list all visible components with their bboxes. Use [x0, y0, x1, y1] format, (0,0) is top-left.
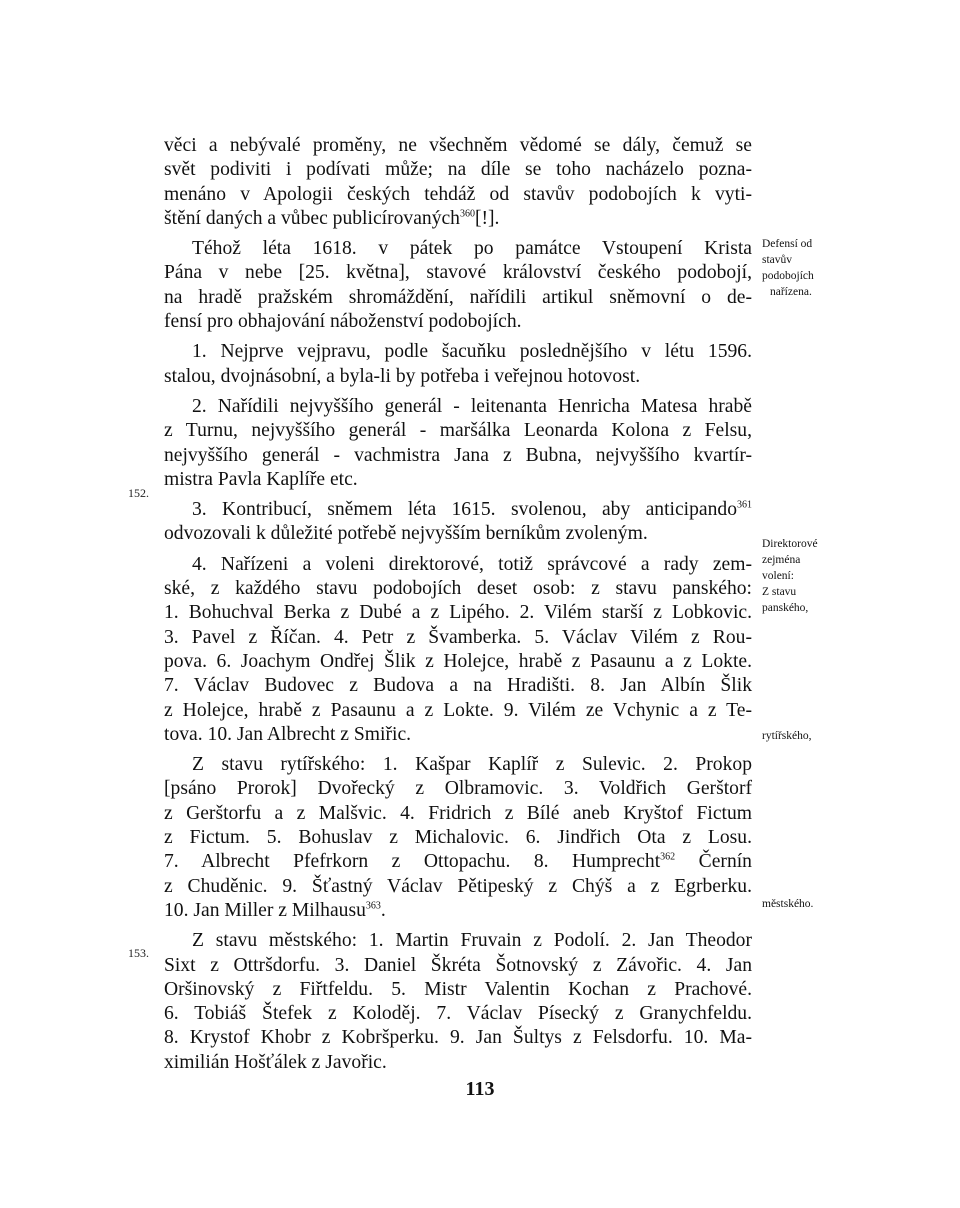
margin-note-line: volení: — [762, 570, 794, 582]
text-line: Sixt z Ottršdorfu. 3. Daniel Škréta Šotnovský z Závořic. 4. Jan — [164, 954, 752, 976]
text-line: mistra Pavla Kaplíře etc. — [164, 468, 358, 490]
text-line: z Gerštorfu a z Malšvic. 4. Fridrich z Bílé aneb Kryštof Fictum — [164, 802, 752, 824]
text-line — [164, 207, 752, 231]
text-line: Pána v nebe [25. května], stavové království českého podobojí, — [164, 262, 752, 284]
text-line: 7. Václav Budovec z Budova a na Hradišti. 8. Jan Albín Šlik — [164, 675, 752, 697]
text-segment: Černín — [675, 851, 752, 873]
page-number: 113 — [465, 1078, 495, 1100]
text-segment: štění daných a vůbec publicírovaných — [164, 207, 460, 229]
text-line: tova. 10. Jan Albrecht z Smiřic. — [164, 723, 412, 745]
text-line: 1. Nejprve vejpravu, podle šacuňku poslednějšího v létu 1596. — [192, 341, 752, 363]
text-line: fensí pro obhajování náboženství podobojích. — [164, 311, 522, 333]
paragraph-4 — [164, 395, 752, 492]
text-line: Z stavu městského: 1. Martin Fruvain z Podolí. 2. Jan Theodor — [192, 930, 752, 952]
text-line: z Chuděnic. 9. Šťastný Václav Pětipeský z Chýš a z Egrberku. — [164, 875, 752, 897]
text-line: menáno v Apologii českých tehdáž od stavův podobojích k vyti- — [164, 183, 752, 205]
margin-note-line: rytířského, — [762, 730, 812, 742]
paragraph-1 — [164, 134, 752, 231]
margin-note-line: městského. — [762, 898, 814, 910]
text-line: Z stavu rytířského: 1. Kašpar Kaplíř z Sulevic. 2. Prokop — [192, 754, 752, 776]
margin-note-burghers — [762, 896, 882, 912]
text-line: svět podiviti i podívati může; na díle se toho nacházelo pozna- — [164, 159, 752, 181]
paragraph-3 — [164, 340, 752, 389]
text-line — [164, 899, 752, 923]
text-line: 3. Pavel z Říčan. 4. Petr z Švamberka. 5. Václav Vilém z Rou- — [164, 626, 752, 648]
margin-note-line: zejména — [762, 554, 801, 566]
text-line: [psáno Prorok] Dvořecký z Olbramovic. 3. Voldřich Gerštorf — [164, 778, 752, 800]
text-line: ské, z každého stavu podobojích deset osob: z stavu panského: — [164, 578, 752, 600]
footnote-ref: 363 — [365, 900, 381, 912]
paragraph-5 — [164, 498, 752, 547]
margin-note-directors — [762, 536, 882, 616]
text-line: 6. Tobiáš Štefek z Koloděj. 7. Václav Písecký z Granychfeldu. — [164, 1003, 752, 1025]
margin-note-line: panského, — [762, 602, 809, 614]
text-line: 2. Nařídili nejvyššího generál - leitenanta Henricha Matesa hrabě — [192, 395, 752, 417]
text-segment: [!]. — [474, 207, 500, 229]
text-line: nejvyššího generál - vachmistra Jana z Bubna, nejvyššího kvartír- — [164, 444, 752, 466]
text-line: na hradě pražském shromáždění, nařídili artikul sněmovní o de- — [164, 286, 752, 308]
margin-note-line: Defensí od — [762, 238, 813, 250]
text-segment: . — [380, 899, 386, 921]
text-line: 1. Bohuchval Berka z Dubé a z Lipého. 2. Vilém starší z Lobkovic. — [164, 602, 752, 624]
paragraph-8 — [164, 929, 752, 1075]
footnote-ref: 362 — [660, 851, 676, 863]
margin-note-knights — [762, 728, 882, 744]
margin-note-line: stavův — [762, 254, 793, 266]
text-line: Téhož léta 1618. v pátek po památce Vstoupení Krista — [192, 238, 752, 260]
margin-note-line: nařízena. — [770, 286, 812, 298]
text-line: stalou, dvojnásobní, a byla-li by potřeba i veřejnou hotovost. — [164, 365, 641, 387]
text-segment: 10. Jan Miller z Milhausu — [164, 899, 366, 921]
text-line: odvozovali k důležité potřebě nejvyšším berníkům zvoleným. — [164, 523, 648, 545]
text-line: z Holejce, hrabě z Pasaunu a z Lokte. 9. Vilém ze Vchynic a z Te- — [164, 699, 752, 721]
text-line: věci a nebývalé proměny, ne všechněm vědomé se dály, čemuž se — [164, 135, 752, 156]
footnote-ref: 361 — [737, 499, 752, 511]
text-line: 8. Krystof Khobr z Kobršperku. 9. Jan Šultys z Felsdorfu. 10. Ma- — [164, 1027, 752, 1049]
text-segment: 7. Albrecht Pfefrkorn z Ottopachu. 8. Humprecht — [164, 851, 661, 873]
text-line: z Fictum. 5. Bohuslav z Michalovic. 6. Jindřich Ota z Losu. — [164, 827, 752, 849]
main-text — [164, 134, 752, 1081]
margin-note-line: podobojích — [762, 270, 814, 282]
text-line: 4. Nařízeni a voleni direktorové, totiž správcové a rady zem- — [192, 553, 752, 575]
text-line — [164, 498, 752, 522]
text-line: Oršinovský z Fiřtfeldu. 5. Mistr Valentin Kochan z Prachové. — [164, 978, 752, 1000]
folio-number: 153. — [128, 946, 149, 960]
paragraph-6 — [164, 553, 752, 747]
text-line: ximilián Hošťálek z Javořic. — [164, 1051, 387, 1073]
margin-note-defense — [762, 236, 882, 300]
text-line: z Turnu, nejvyššího generál - maršálka Leonarda Kolona z Felsu, — [164, 420, 752, 442]
margin-note-line: Direktorové — [762, 538, 818, 550]
folio-number: 152. — [128, 486, 149, 500]
text-line — [164, 850, 752, 874]
paragraph-7 — [164, 753, 752, 923]
paragraph-2 — [164, 237, 752, 334]
footnote-ref: 360 — [459, 208, 475, 220]
text-segment: 3. Kontribucí, sněmem léta 1615. svolenou, aby anticipando — [192, 499, 737, 521]
margin-note-line: Z stavu — [762, 586, 797, 598]
text-line: pova. 6. Joachym Ondřej Šlik z Holejce, hrabě z Pasaunu a z Lokte. — [164, 650, 752, 672]
